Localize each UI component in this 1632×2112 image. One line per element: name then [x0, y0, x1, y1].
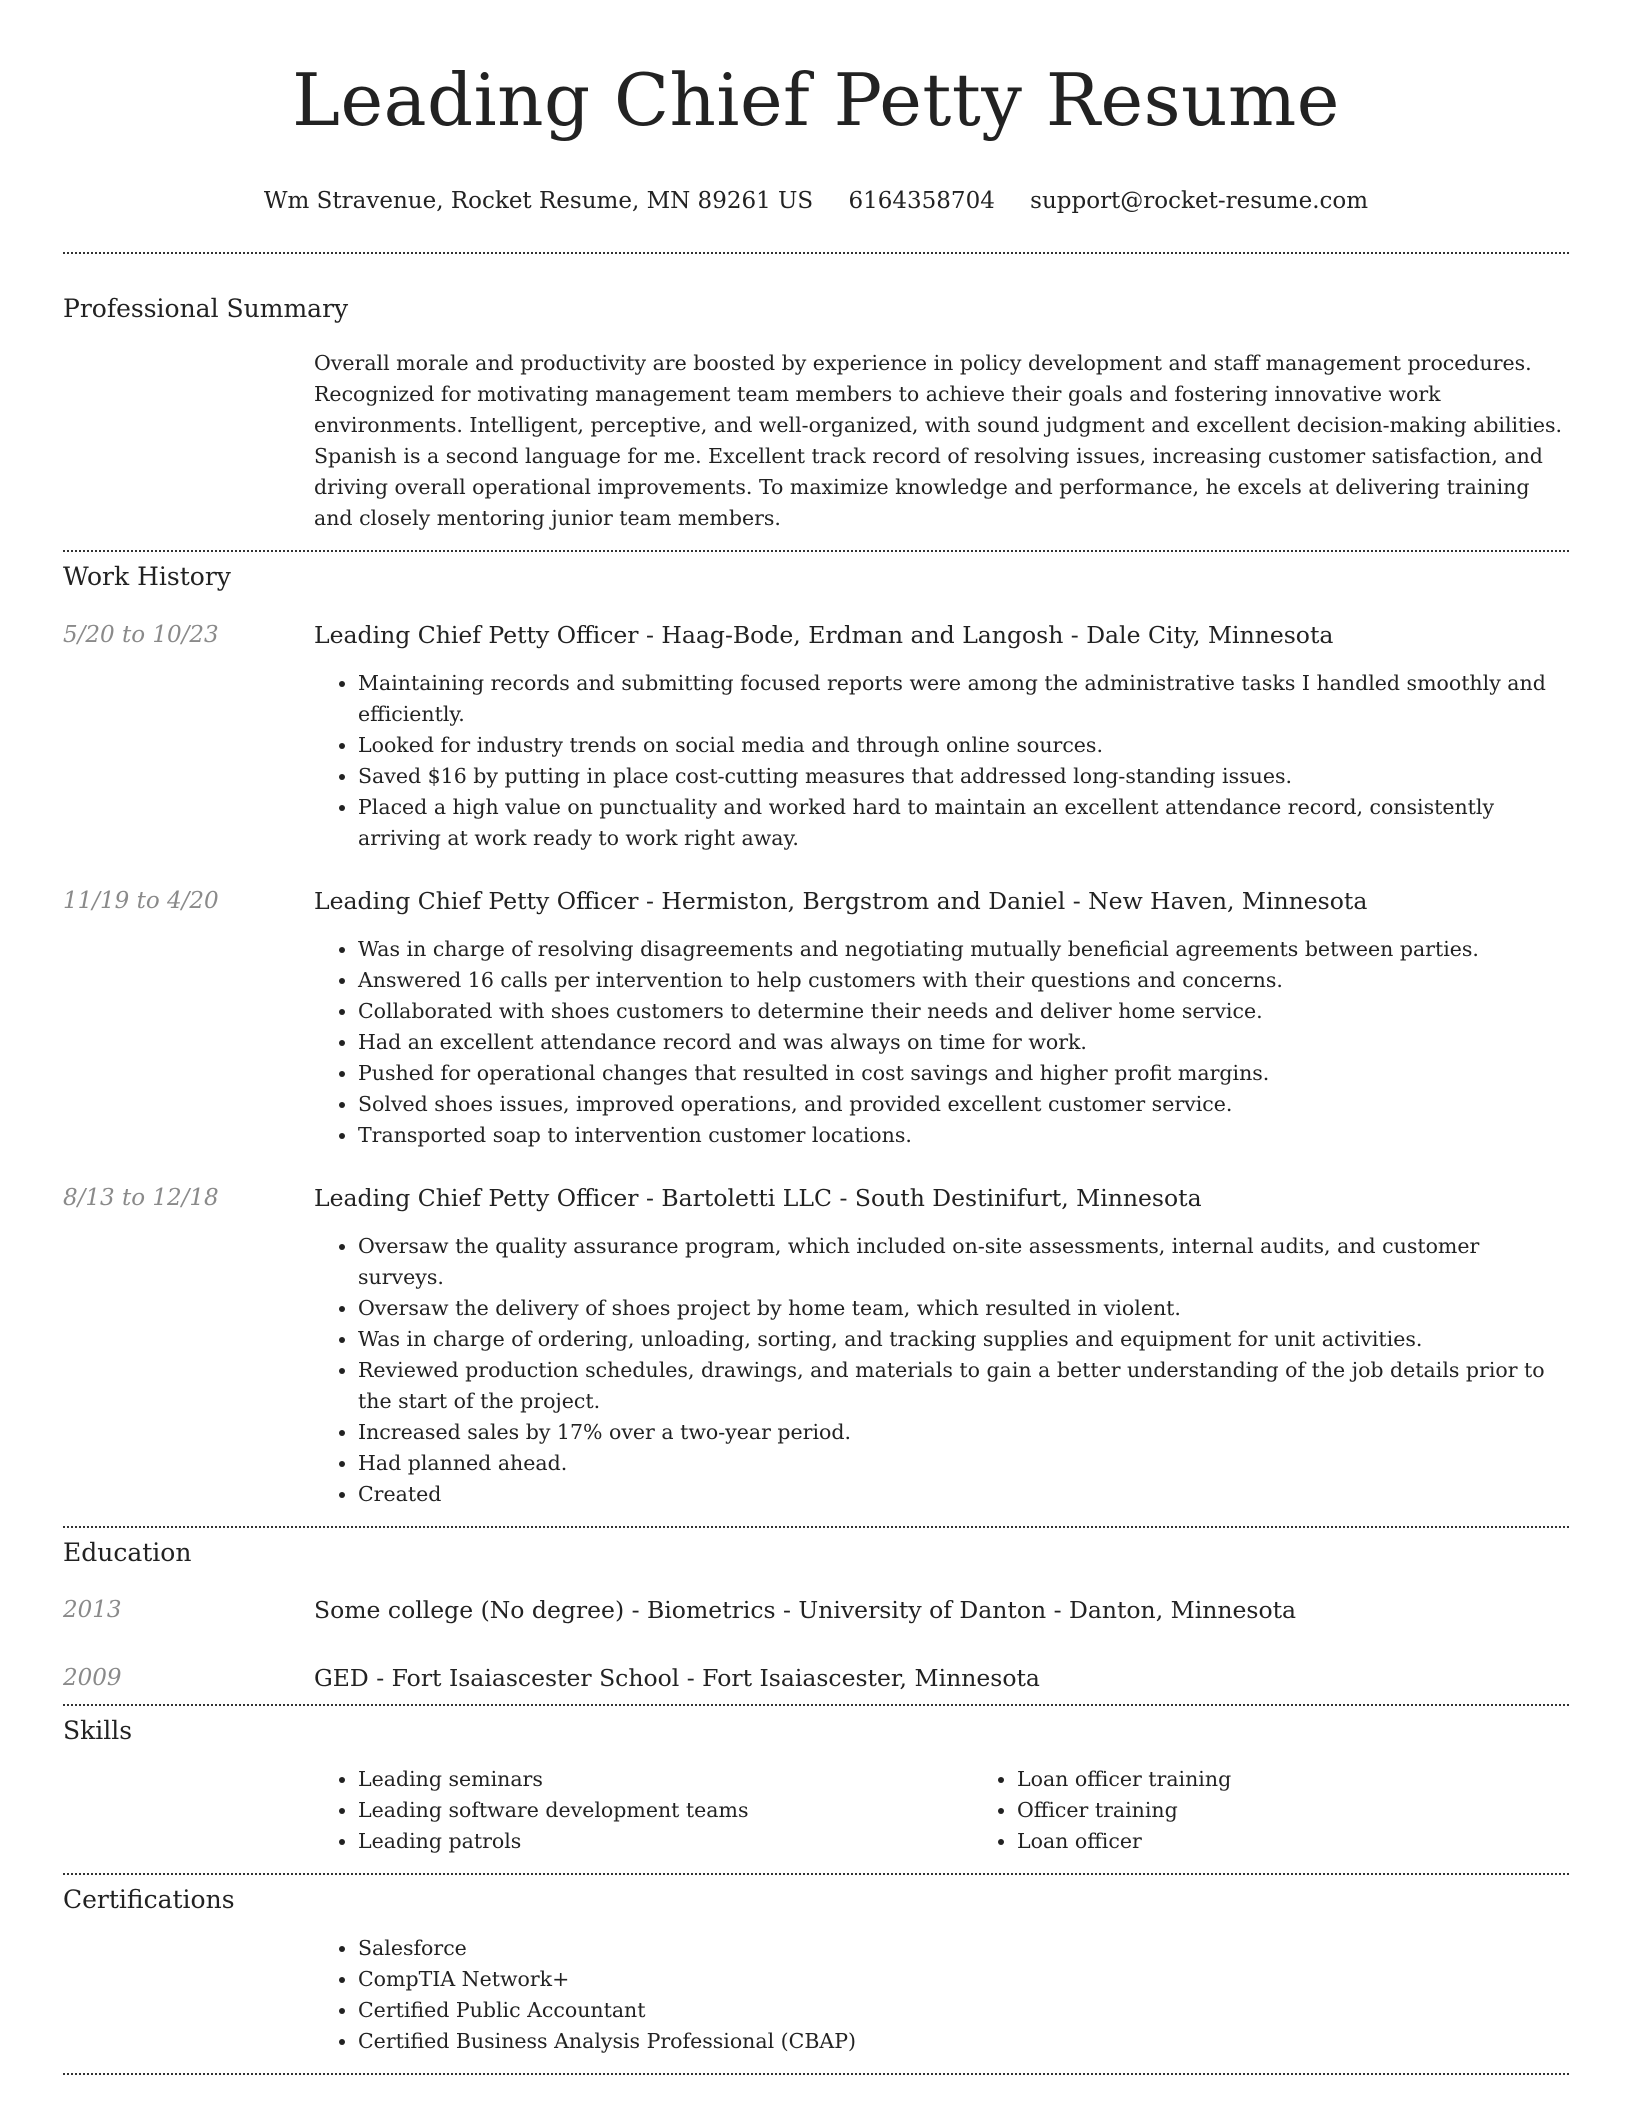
- skills-spacer: [63, 1764, 314, 1857]
- certifications-spacer: [63, 1933, 314, 2057]
- education-text: Some college (No degree) - Biometrics - University of Danton - Danton, Minnesota: [314, 1596, 1297, 1624]
- job-dates: 8/13 to 12/18: [63, 1185, 219, 1211]
- list-item: • Leading patrols: [358, 1826, 973, 1857]
- job-title: Leading Chief Petty Officer - Hermiston, Bergstrom and Daniel - New Haven, Minnesota: [314, 887, 1368, 915]
- list-item: • Was in charge of resolving disagreements and negotiating mutually beneficial agreements between parties.: [358, 934, 1569, 965]
- education-year: 2013: [63, 1597, 122, 1623]
- list-item: • Looked for industry trends on social media and through online sources.: [358, 730, 1569, 761]
- summary-spacer: [63, 348, 314, 534]
- contact-phone: 6164358704: [848, 188, 995, 214]
- list-item: • Leading software development teams: [358, 1795, 973, 1826]
- skills-section: [63, 1706, 1569, 1857]
- summary-section: [63, 254, 1569, 534]
- contact-email: support@rocket-resume.com: [1030, 188, 1369, 214]
- contact-address: Wm Stravenue, Rocket Resume, MN 89261 US: [263, 188, 814, 214]
- list-item: • Had planned ahead.: [358, 1448, 1569, 1479]
- section-heading-summary: Professional Summary: [63, 294, 349, 323]
- list-item: • Transported soap to intervention customer locations.: [358, 1120, 1569, 1151]
- list-item: • Oversaw the delivery of shoes project by home team, which resulted in violent.: [358, 1293, 1569, 1324]
- list-item: • Salesforce: [358, 1933, 1569, 1964]
- list-item: • Loan officer training: [1017, 1764, 1632, 1795]
- job-entry: [63, 886, 1569, 1151]
- section-heading-certifications: Certifications: [63, 1885, 235, 1914]
- list-item: • Certified Public Accountant: [358, 1995, 1569, 2026]
- list-item: • Solved shoes issues, improved operations, and provided excellent customer service.: [358, 1089, 1569, 1120]
- job-dates: 11/19 to 4/20: [63, 888, 219, 914]
- job-bullets: [314, 934, 1569, 1151]
- job-entry: [63, 620, 1569, 854]
- list-item: • Was in charge of ordering, unloading, sorting, and tracking supplies and equipment for unit activities.: [358, 1324, 1569, 1355]
- list-item: • Officer training: [1017, 1795, 1632, 1826]
- education-year: 2009: [63, 1665, 122, 1691]
- list-item: • Answered 16 calls per intervention to help customers with their questions and concerns.: [358, 965, 1569, 996]
- education-entry: [63, 1595, 1569, 1625]
- list-item: • Maintaining records and submitting focused reports were among the administrative tasks I handled smoothly and efficiently.: [358, 668, 1569, 730]
- list-item: • CompTIA Network+: [358, 1964, 1569, 1995]
- education-section: [63, 1528, 1569, 1693]
- job-bullets: [314, 668, 1569, 854]
- resume-title: Leading Chief Petty Resume: [292, 58, 1340, 142]
- skills-columns: [314, 1764, 1632, 1857]
- job-bullets: [314, 1231, 1569, 1510]
- summary-text: Overall morale and productivity are boosted by experience in policy development and staff management procedures. Recognized for motivating management team members to achieve their goals and fostering innovative work environments. Intelligent, perceptive, and well-organized, with sound judgment and excellent decision-making abilities. Spanish is a second language for me. Excellent track record of resolving issues, increasing customer satisfaction, and driving overall operational improvements. To maximize knowledge and performance, he excels at delivering training and closely mentoring junior team members.: [314, 351, 1563, 530]
- job-title: Leading Chief Petty Officer - Haag-Bode, Erdman and Langosh - Dale City, Minnesota: [314, 621, 1334, 649]
- list-item: • Loan officer: [1017, 1826, 1632, 1857]
- list-item: • Leading seminars: [358, 1764, 973, 1795]
- contact-line: [63, 186, 1569, 216]
- list-item: • Collaborated with shoes customers to determine their needs and deliver home service.: [358, 996, 1569, 1027]
- job-entry: [63, 1183, 1569, 1510]
- work-history-section: [63, 552, 1569, 1510]
- list-item: • Created: [358, 1479, 1569, 1510]
- list-item: • Certified Business Analysis Professional (CBAP): [358, 2026, 1569, 2057]
- job-title: Leading Chief Petty Officer - Bartoletti LLC - South Destinifurt, Minnesota: [314, 1184, 1202, 1212]
- list-item: • Reviewed production schedules, drawings, and materials to gain a better understanding of the job details prior to the start of the project.: [358, 1355, 1569, 1417]
- section-heading-skills: Skills: [63, 1716, 133, 1745]
- education-text: GED - Fort Isaiascester School - Fort Isaiascester, Minnesota: [314, 1664, 1040, 1692]
- list-item: • Saved $16 by putting in place cost-cutting measures that addressed long-standing issues.: [358, 761, 1569, 792]
- job-dates: 5/20 to 10/23: [63, 622, 219, 648]
- skills-list-right: [973, 1764, 1632, 1857]
- section-divider: [63, 2073, 1569, 2075]
- list-item: • Increased sales by 17% over a two-year period.: [358, 1417, 1569, 1448]
- list-item: • Had an excellent attendance record and was always on time for work.: [358, 1027, 1569, 1058]
- list-item: • Oversaw the quality assurance program, which included on-site assessments, internal audits, and customer surveys.: [358, 1231, 1569, 1293]
- list-item: • Placed a high value on punctuality and worked hard to maintain an excellent attendance record, consistently arriving at work ready to work right away.: [358, 792, 1569, 854]
- education-entry: [63, 1663, 1569, 1693]
- section-heading-work: Work History: [63, 562, 231, 591]
- list-item: • Pushed for operational changes that resulted in cost savings and higher profit margins.: [358, 1058, 1569, 1089]
- certifications-section: [63, 1875, 1569, 2057]
- section-heading-education: Education: [63, 1538, 192, 1567]
- skills-list-left: [314, 1764, 973, 1857]
- certifications-list: [314, 1933, 1569, 2057]
